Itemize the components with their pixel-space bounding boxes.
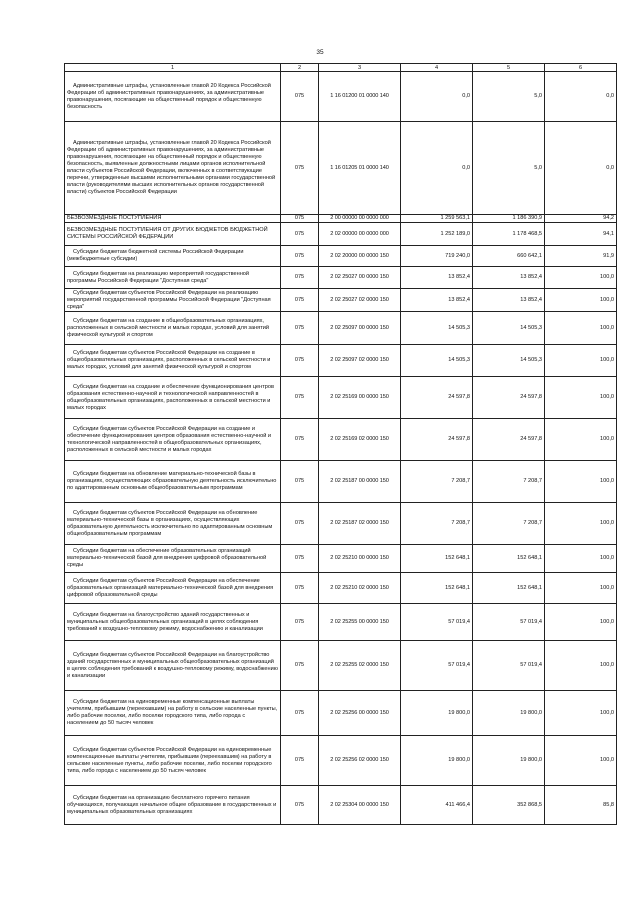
revenue-name-cell: Субсидии бюджетам на благоустройство зданий государственных и муниципальных общеобразовательных организаций в целях соблюдения требований к воздушно-тепловому режиму, водоснабжению и канализации <box>65 604 281 641</box>
plan-amount-cell: 0,0 <box>401 72 473 122</box>
budget-code-cell: 1 16 01200 01 0000 140 <box>319 72 401 122</box>
admin-code-cell: 075 <box>281 377 319 419</box>
revenue-name-cell: Субсидии бюджетам на реализацию мероприятий государственной программы Российской Федерации "Доступная среда" <box>65 267 281 289</box>
actual-amount-cell: 57 019,4 <box>473 604 545 641</box>
actual-amount-cell: 352 868,5 <box>473 786 545 825</box>
table-row <box>65 223 617 246</box>
admin-code-cell: 075 <box>281 786 319 825</box>
table-row <box>65 289 617 312</box>
revenue-name-cell: Субсидии бюджетам субъектов Российской Федерации на единовременные компенсационные выплаты учителям, прибывшим (переехавшим) на работу в сельские населенные пункты, либо рабочие поселки, либо поселки городского типа, либо города с населением до 50 тысяч человек <box>65 736 281 786</box>
table-row <box>65 122 617 215</box>
admin-code-cell: 075 <box>281 461 319 503</box>
actual-amount-cell: 24 597,8 <box>473 419 545 461</box>
actual-amount-cell: 24 597,8 <box>473 377 545 419</box>
header-col-3: 3 <box>319 64 401 72</box>
admin-code-cell: 075 <box>281 419 319 461</box>
revenue-name-cell: Субсидии бюджетам на организацию бесплатного горячего питания обучающихся, получающих начальное общее образование в государственных и муниципальных образовательных организациях <box>65 786 281 825</box>
revenue-name-cell: Административные штрафы, установленные главой 20 Кодекса Российской Федерации об административных правонарушениях, за административные правонарушения, посягающие на общественный порядок и общественную безопасность, выявленные должностными лицами органов исполнительной власти субъектов Российской Федерации, включенных в соответствующие перечни, утвержденные высшими исполнительными органами государственной власти (руководителями высших исполнительных органов государственной власти) субъектов Российской Федерации <box>65 122 281 215</box>
execution-percent-cell: 100,0 <box>545 267 617 289</box>
actual-amount-cell: 152 648,1 <box>473 545 545 573</box>
execution-percent-cell: 100,0 <box>545 419 617 461</box>
table-row <box>65 641 617 691</box>
revenue-name-cell: Субсидии бюджетам на создание в общеобразовательных организациях, расположенных в сельской местности и малых городах, условий для занятий физической культурой и спортом <box>65 312 281 345</box>
plan-amount-cell: 719 240,0 <box>401 246 473 267</box>
budget-code-cell: 2 02 25255 00 0000 150 <box>319 604 401 641</box>
execution-percent-cell: 100,0 <box>545 345 617 377</box>
budget-code-cell: 2 02 25210 02 0000 150 <box>319 573 401 604</box>
header-col-1: 1 <box>65 64 281 72</box>
plan-amount-cell: 7 208,7 <box>401 461 473 503</box>
header-col-5: 5 <box>473 64 545 72</box>
revenue-name-cell: Субсидии бюджетам бюджетной системы Российской Федерации (межбюджетные субсидии) <box>65 246 281 267</box>
plan-amount-cell: 24 597,8 <box>401 377 473 419</box>
budget-code-cell: 2 02 25256 02 0000 150 <box>319 736 401 786</box>
revenue-name-cell: Субсидии бюджетам субъектов Российской Федерации на обновление материально-технической базы в организациях, осуществляющих образовательную деятельность исключительно по адаптированным основным общеобразовательным программам <box>65 503 281 545</box>
actual-amount-cell: 13 852,4 <box>473 289 545 312</box>
admin-code-cell: 075 <box>281 72 319 122</box>
budget-code-cell: 2 00 00000 00 0000 000 <box>319 215 401 223</box>
execution-percent-cell: 100,0 <box>545 573 617 604</box>
execution-percent-cell: 100,0 <box>545 289 617 312</box>
header-col-6: 6 <box>545 64 617 72</box>
plan-amount-cell: 1 259 563,1 <box>401 215 473 223</box>
actual-amount-cell: 7 208,7 <box>473 461 545 503</box>
admin-code-cell: 075 <box>281 246 319 267</box>
actual-amount-cell: 1 178 468,5 <box>473 223 545 246</box>
execution-percent-cell: 100,0 <box>545 503 617 545</box>
actual-amount-cell: 13 852,4 <box>473 267 545 289</box>
execution-percent-cell: 100,0 <box>545 377 617 419</box>
execution-percent-cell: 94,1 <box>545 223 617 246</box>
revenue-name-cell: БЕЗВОЗМЕЗДНЫЕ ПОСТУПЛЕНИЯ ОТ ДРУГИХ БЮДЖЕТОВ БЮДЖЕТНОЙ СИСТЕМЫ РОССИЙСКОЙ ФЕДЕРАЦИИ <box>65 223 281 246</box>
plan-amount-cell: 19 800,0 <box>401 691 473 736</box>
plan-amount-cell: 14 505,3 <box>401 345 473 377</box>
budget-code-cell: 2 02 25304 00 0000 150 <box>319 786 401 825</box>
table-row <box>65 246 617 267</box>
actual-amount-cell: 660 642,1 <box>473 246 545 267</box>
admin-code-cell: 075 <box>281 267 319 289</box>
admin-code-cell: 075 <box>281 215 319 223</box>
plan-amount-cell: 0,0 <box>401 122 473 215</box>
admin-code-cell: 075 <box>281 503 319 545</box>
table-row <box>65 604 617 641</box>
budget-code-cell: 2 02 25187 00 0000 150 <box>319 461 401 503</box>
table-row <box>65 345 617 377</box>
header-col-2: 2 <box>281 64 319 72</box>
execution-percent-cell: 100,0 <box>545 312 617 345</box>
table-row <box>65 312 617 345</box>
actual-amount-cell: 57 019,4 <box>473 641 545 691</box>
admin-code-cell: 075 <box>281 312 319 345</box>
plan-amount-cell: 7 208,7 <box>401 503 473 545</box>
revenue-name-cell: Субсидии бюджетам субъектов Российской Федерации на создание в общеобразовательных организациях, расположенных в сельской местности и малых городах, условий для занятий физической культурой и спортом <box>65 345 281 377</box>
table-header-row <box>65 64 617 72</box>
revenue-name-cell: Субсидии бюджетам на обеспечение образовательных организаций материально-технической базой для внедрения цифровой образовательной среды <box>65 545 281 573</box>
table-row <box>65 215 617 223</box>
execution-percent-cell: 0,0 <box>545 72 617 122</box>
admin-code-cell: 075 <box>281 736 319 786</box>
budget-code-cell: 2 02 25255 02 0000 150 <box>319 641 401 691</box>
execution-percent-cell: 85,8 <box>545 786 617 825</box>
plan-amount-cell: 152 648,1 <box>401 545 473 573</box>
revenue-name-cell: Субсидии бюджетам субъектов Российской Федерации на обеспечение образовательных организаций материально-технической базой для внедрения цифровой образовательной среды <box>65 573 281 604</box>
budget-code-cell: 2 02 25169 00 0000 150 <box>319 377 401 419</box>
actual-amount-cell: 5,0 <box>473 122 545 215</box>
table-row <box>65 736 617 786</box>
budget-code-cell: 2 02 25256 00 0000 150 <box>319 691 401 736</box>
execution-percent-cell: 100,0 <box>545 736 617 786</box>
admin-code-cell: 075 <box>281 604 319 641</box>
execution-percent-cell: 0,0 <box>545 122 617 215</box>
plan-amount-cell: 411 466,4 <box>401 786 473 825</box>
admin-code-cell: 075 <box>281 545 319 573</box>
revenue-name-cell: Субсидии бюджетам субъектов Российской Федерации на реализацию мероприятий государственной программы Российской Федерации "Доступная среда" <box>65 289 281 312</box>
table-row <box>65 419 617 461</box>
actual-amount-cell: 19 800,0 <box>473 736 545 786</box>
actual-amount-cell: 14 505,3 <box>473 312 545 345</box>
budget-code-cell: 1 16 01205 01 0000 140 <box>319 122 401 215</box>
table-row <box>65 786 617 825</box>
plan-amount-cell: 13 852,4 <box>401 267 473 289</box>
plan-amount-cell: 1 252 189,0 <box>401 223 473 246</box>
table-row <box>65 545 617 573</box>
budget-code-cell: 2 02 25027 02 0000 150 <box>319 289 401 312</box>
plan-amount-cell: 19 800,0 <box>401 736 473 786</box>
actual-amount-cell: 1 186 390,9 <box>473 215 545 223</box>
actual-amount-cell: 14 505,3 <box>473 345 545 377</box>
revenue-name-cell: Субсидии бюджетам на создание и обеспечение функционирования центров образования естественно-научной и технологической направленностей в общеобразовательных организациях, расположенных в сельской местности и малых городах <box>65 377 281 419</box>
execution-percent-cell: 91,9 <box>545 246 617 267</box>
plan-amount-cell: 152 648,1 <box>401 573 473 604</box>
execution-percent-cell: 100,0 <box>545 641 617 691</box>
admin-code-cell: 075 <box>281 573 319 604</box>
actual-amount-cell: 152 648,1 <box>473 573 545 604</box>
revenue-name-cell: Субсидии бюджетам на единовременные компенсационные выплаты учителям, прибывшим (переехавшим) на работу в сельские населенные пункты, либо рабочие поселки, либо поселки городского типа, либо города с населением до 50 тысяч человек <box>65 691 281 736</box>
header-col-4: 4 <box>401 64 473 72</box>
actual-amount-cell: 19 800,0 <box>473 691 545 736</box>
budget-code-cell: 2 02 25187 02 0000 150 <box>319 503 401 545</box>
table-row <box>65 503 617 545</box>
budget-code-cell: 2 02 25097 02 0000 150 <box>319 345 401 377</box>
budget-revenue-table <box>64 63 617 825</box>
revenue-name-cell: БЕЗВОЗМЕЗДНЫЕ ПОСТУПЛЕНИЯ <box>65 215 281 223</box>
actual-amount-cell: 7 208,7 <box>473 503 545 545</box>
plan-amount-cell: 57 019,4 <box>401 604 473 641</box>
table-row <box>65 377 617 419</box>
table-row <box>65 72 617 122</box>
revenue-name-cell: Субсидии бюджетам субъектов Российской Федерации на создание и обеспечение функционирования центров образования естественно-научной и технологической направленностей в общеобразовательных организациях, расположенных в сельской местности и малых городах <box>65 419 281 461</box>
plan-amount-cell: 13 852,4 <box>401 289 473 312</box>
admin-code-cell: 075 <box>281 223 319 246</box>
execution-percent-cell: 100,0 <box>545 461 617 503</box>
table-row <box>65 573 617 604</box>
table-row <box>65 691 617 736</box>
budget-code-cell: 2 02 00000 00 0000 000 <box>319 223 401 246</box>
table-row <box>65 461 617 503</box>
execution-percent-cell: 100,0 <box>545 604 617 641</box>
revenue-name-cell: Субсидии бюджетам субъектов Российской Федерации на благоустройство зданий государственных и муниципальных общеобразовательных организаций в целях соблюдения требований к воздушно-тепловому режиму, водоснабжению и канализации <box>65 641 281 691</box>
table-body <box>65 72 617 825</box>
budget-code-cell: 2 02 25210 00 0000 150 <box>319 545 401 573</box>
admin-code-cell: 075 <box>281 289 319 312</box>
execution-percent-cell: 100,0 <box>545 691 617 736</box>
execution-percent-cell: 100,0 <box>545 545 617 573</box>
plan-amount-cell: 24 597,8 <box>401 419 473 461</box>
budget-code-cell: 2 02 25169 02 0000 150 <box>319 419 401 461</box>
plan-amount-cell: 57 019,4 <box>401 641 473 691</box>
budget-code-cell: 2 02 20000 00 0000 150 <box>319 246 401 267</box>
revenue-name-cell: Субсидии бюджетам на обновление материально-технической базы в организациях, осуществляющих образовательную деятельность исключительно по адаптированным основным общеобразовательным программам <box>65 461 281 503</box>
admin-code-cell: 075 <box>281 641 319 691</box>
page-number: 35 <box>316 49 324 56</box>
admin-code-cell: 075 <box>281 122 319 215</box>
plan-amount-cell: 14 505,3 <box>401 312 473 345</box>
budget-code-cell: 2 02 25097 00 0000 150 <box>319 312 401 345</box>
actual-amount-cell: 5,0 <box>473 72 545 122</box>
revenue-name-cell: Административные штрафы, установленные главой 20 Кодекса Российской Федерации об административных правонарушениях, за административные правонарушения, посягающие на общественный порядок и общественную безопасность <box>65 72 281 122</box>
admin-code-cell: 075 <box>281 345 319 377</box>
execution-percent-cell: 94,2 <box>545 215 617 223</box>
table-row <box>65 267 617 289</box>
budget-code-cell: 2 02 25027 00 0000 150 <box>319 267 401 289</box>
admin-code-cell: 075 <box>281 691 319 736</box>
